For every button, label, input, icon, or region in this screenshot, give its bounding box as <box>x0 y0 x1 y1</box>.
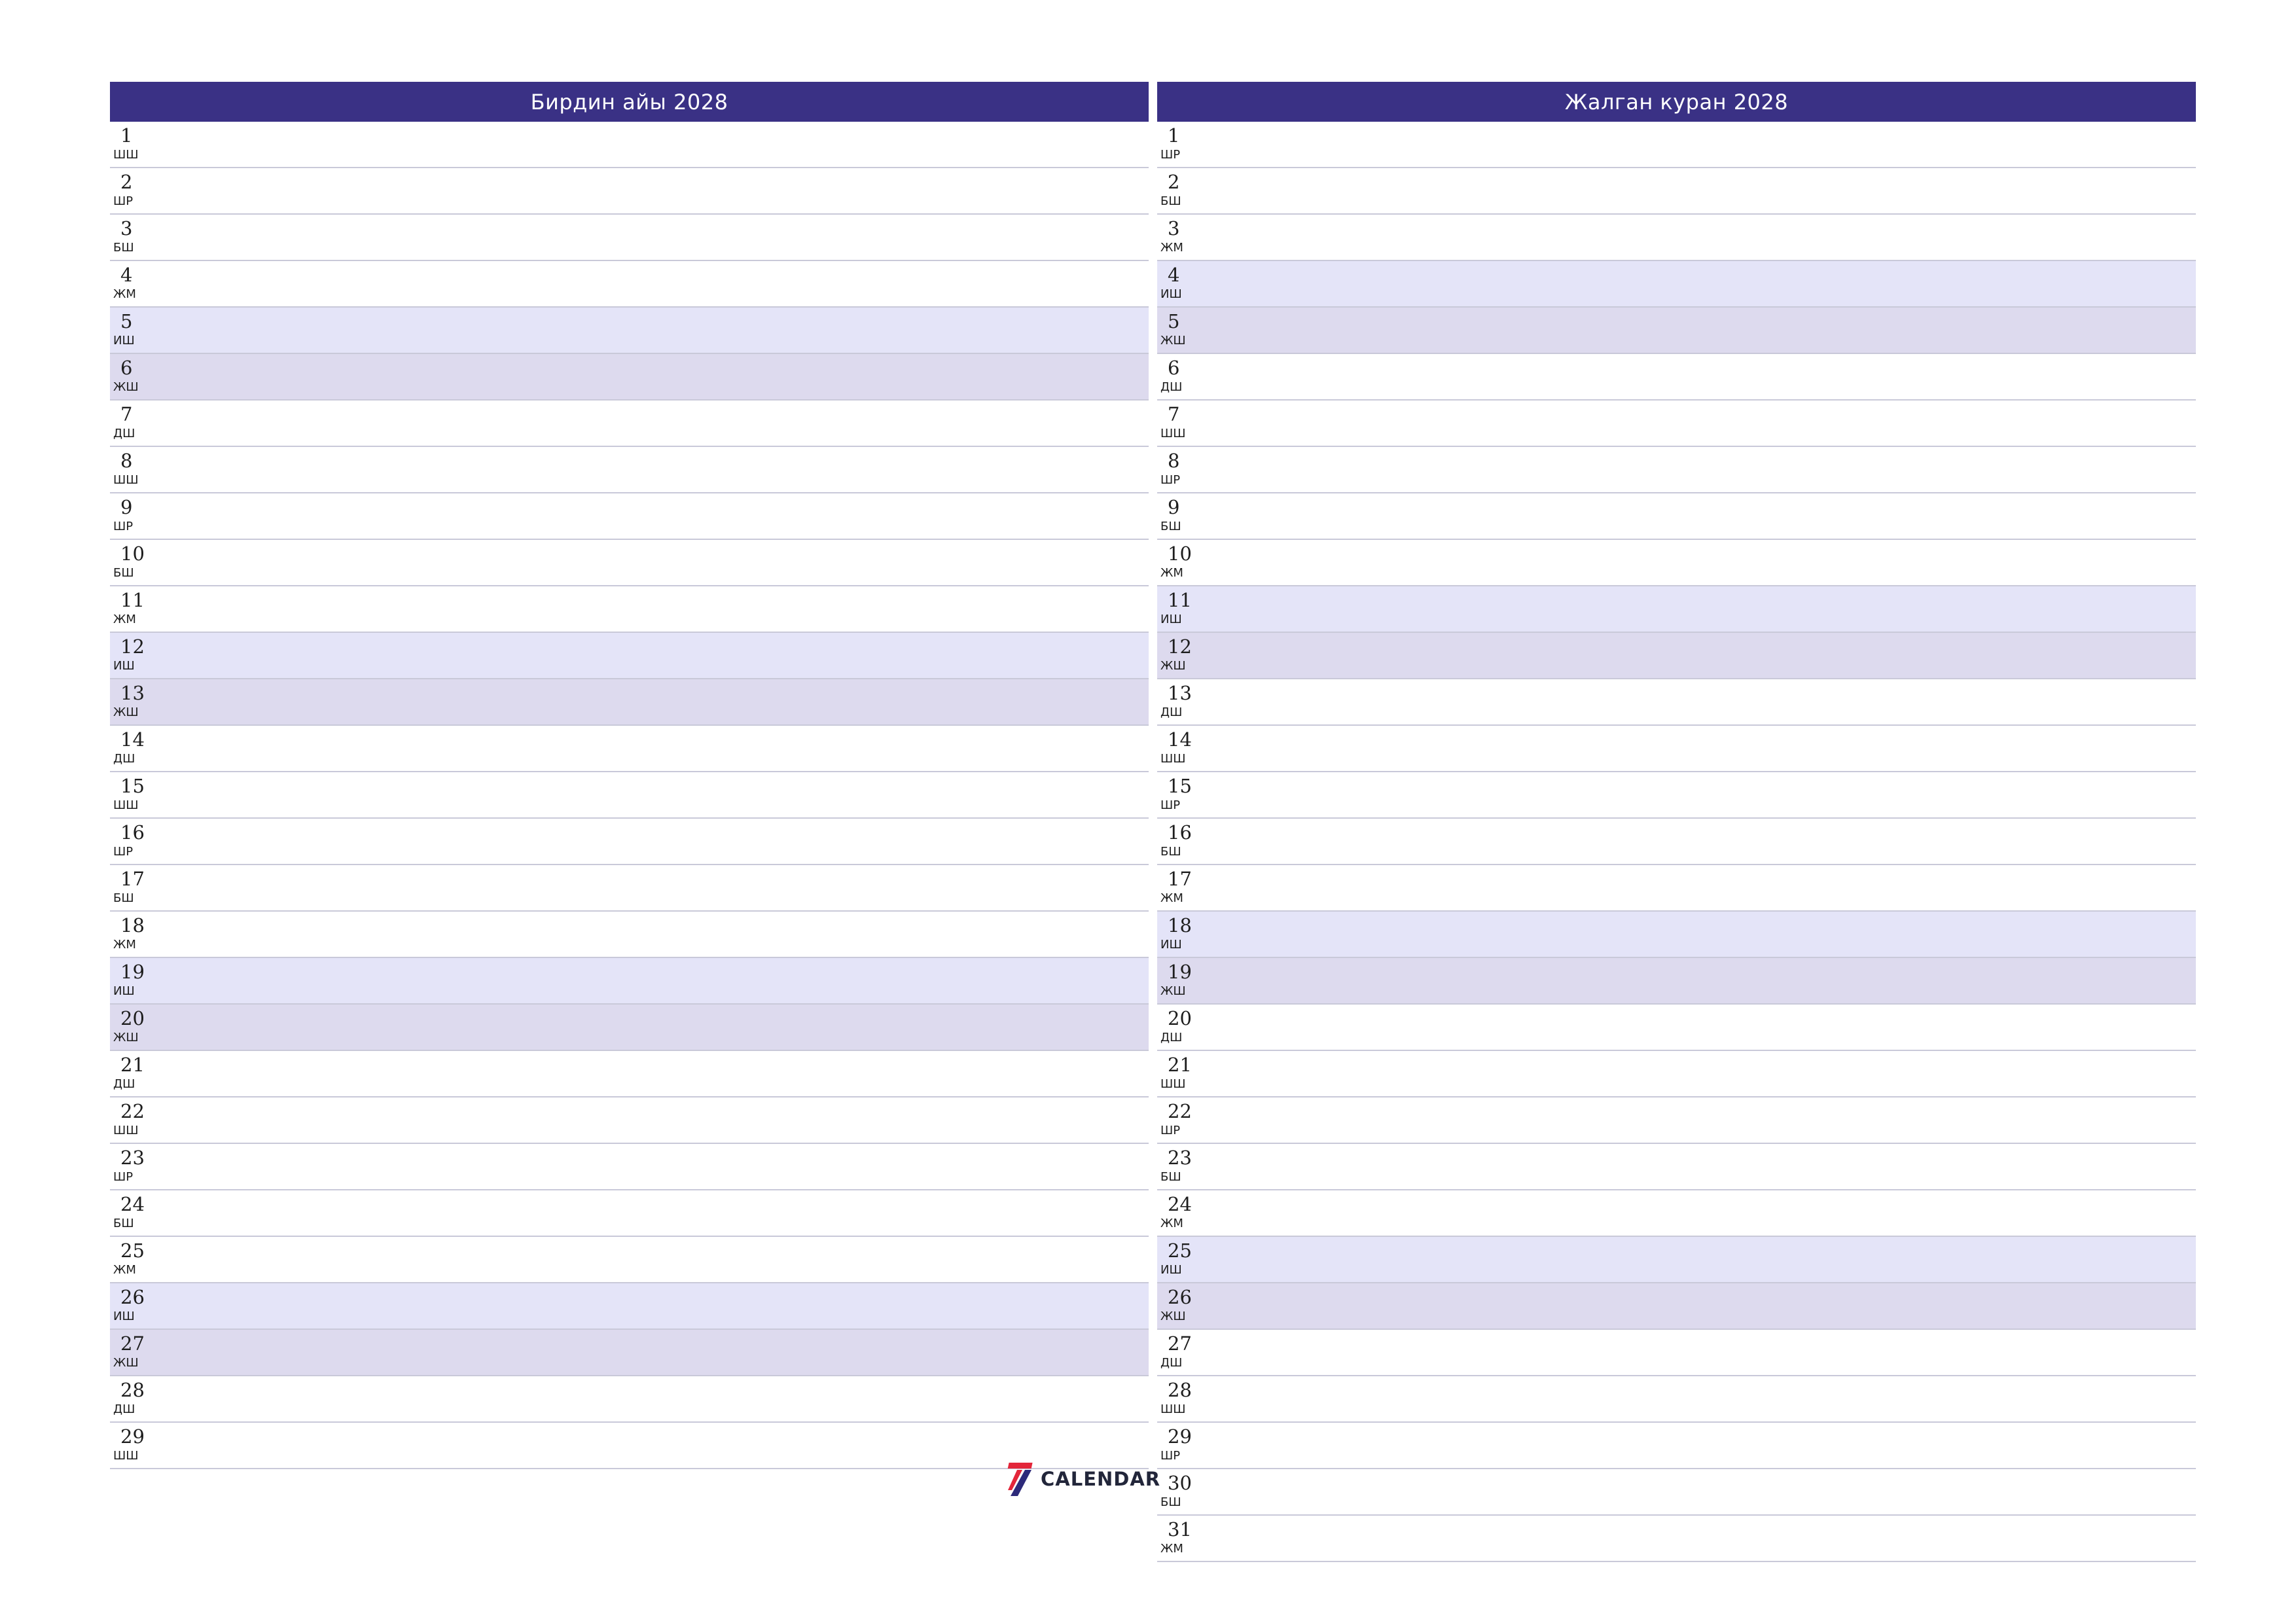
day-number: 3 <box>1168 217 1180 240</box>
weekday-label: ЖМ <box>113 613 136 626</box>
weekday-label: ДШ <box>113 1077 135 1091</box>
day-row <box>1157 1516 2196 1562</box>
day-row <box>1157 1469 2196 1516</box>
day-row <box>1157 633 2196 679</box>
weekday-label: БШ <box>1160 520 1181 533</box>
day-row <box>110 865 1149 912</box>
day-row <box>110 819 1149 865</box>
day-row <box>1157 261 2196 308</box>
day-row <box>1157 215 2196 261</box>
day-row <box>1157 1423 2196 1469</box>
weekday-label: ЖМ <box>113 1263 136 1277</box>
day-row <box>110 1051 1149 1097</box>
weekday-label: ШР <box>1160 473 1181 487</box>
day-row <box>110 1283 1149 1330</box>
weekday-label: ЖШ <box>113 1031 139 1044</box>
day-number: 13 <box>120 682 145 704</box>
weekday-label: ШШ <box>113 148 139 162</box>
day-number: 19 <box>120 961 145 983</box>
day-number: 5 <box>120 310 133 332</box>
weekday-label: ШШ <box>1160 1402 1186 1416</box>
day-row <box>1157 1144 2196 1190</box>
weekday-label: БШ <box>113 1217 134 1230</box>
day-row <box>1157 1376 2196 1423</box>
day-row <box>110 1005 1149 1051</box>
weekday-label: БШ <box>113 566 134 580</box>
day-row <box>1157 1051 2196 1097</box>
day-row <box>1157 168 2196 215</box>
day-number: 31 <box>1168 1518 1192 1541</box>
weekday-label: ШШ <box>113 1124 139 1137</box>
day-number: 16 <box>1168 821 1192 844</box>
day-row <box>110 1190 1149 1237</box>
weekday-label: ЖШ <box>1160 659 1186 673</box>
day-number: 12 <box>120 635 145 658</box>
day-number: 25 <box>120 1240 145 1262</box>
weekday-label: ЖШ <box>113 705 139 719</box>
day-number: 24 <box>120 1193 145 1215</box>
weekday-label: ДШ <box>1160 1356 1183 1370</box>
weekday-label: ИШ <box>1160 613 1182 626</box>
day-row <box>110 1330 1149 1376</box>
day-number: 14 <box>120 728 145 751</box>
weekday-label: ШШ <box>113 798 139 812</box>
month-panel-2 <box>1157 82 2196 1562</box>
weekday-label: ШШ <box>1160 427 1186 440</box>
day-row <box>110 1144 1149 1190</box>
weekday-label: ШР <box>1160 1449 1181 1463</box>
day-number: 9 <box>1168 496 1180 518</box>
weekday-label: ШР <box>113 845 134 859</box>
weekday-label: ЖМ <box>113 938 136 952</box>
day-row <box>110 633 1149 679</box>
day-number: 6 <box>120 357 133 379</box>
day-row <box>1157 726 2196 772</box>
weekday-label: БШ <box>113 241 134 255</box>
day-row <box>110 493 1149 540</box>
day-row <box>110 168 1149 215</box>
day-number: 5 <box>1168 310 1180 332</box>
day-row <box>110 122 1149 168</box>
weekday-label: ШР <box>1160 1124 1181 1137</box>
day-row <box>1157 122 2196 168</box>
weekday-label: ИШ <box>1160 287 1182 301</box>
day-row <box>1157 1190 2196 1237</box>
day-row <box>110 401 1149 447</box>
day-number: 2 <box>120 171 133 193</box>
day-number: 22 <box>120 1100 145 1122</box>
day-row <box>1157 1330 2196 1376</box>
day-row <box>1157 1005 2196 1051</box>
day-number: 17 <box>120 868 145 890</box>
day-row <box>110 215 1149 261</box>
day-number: 7 <box>120 403 133 425</box>
day-number: 10 <box>1168 543 1192 565</box>
day-number: 15 <box>1168 775 1192 797</box>
day-row <box>1157 679 2196 726</box>
day-number: 28 <box>120 1379 145 1401</box>
weekday-label: ЖМ <box>1160 1542 1183 1556</box>
day-list <box>110 122 1149 1469</box>
day-number: 1 <box>1168 124 1180 147</box>
weekday-label: ДШ <box>113 427 135 440</box>
day-row <box>110 308 1149 354</box>
day-number: 12 <box>1168 635 1192 658</box>
day-number: 8 <box>1168 450 1180 472</box>
day-number: 24 <box>1168 1193 1192 1215</box>
weekday-label: ЖМ <box>1160 241 1183 255</box>
weekday-label: ЖШ <box>1160 984 1186 998</box>
weekday-label: ИШ <box>1160 1263 1182 1277</box>
day-number: 29 <box>120 1425 145 1448</box>
weekday-label: ШШ <box>113 1449 139 1463</box>
day-number: 7 <box>1168 403 1180 425</box>
weekday-label: ДШ <box>1160 380 1183 394</box>
weekday-label: ШР <box>1160 798 1181 812</box>
weekday-label: БШ <box>1160 1170 1181 1184</box>
weekday-label: ШР <box>113 1170 134 1184</box>
month-title: Бирдин айы 2028 <box>110 82 1149 122</box>
day-row <box>1157 447 2196 493</box>
day-number: 8 <box>120 450 133 472</box>
day-number: 11 <box>120 589 145 611</box>
day-number: 13 <box>1168 682 1192 704</box>
weekday-label: ШР <box>113 520 134 533</box>
day-number: 1 <box>120 124 133 147</box>
day-row <box>110 958 1149 1005</box>
logo-text: CALENDAR <box>1041 1468 1161 1490</box>
weekday-label: БШ <box>1160 194 1181 208</box>
day-number: 30 <box>1168 1472 1192 1494</box>
weekday-label: ЖШ <box>113 380 139 394</box>
day-row <box>110 261 1149 308</box>
day-number: 26 <box>120 1286 145 1308</box>
day-number: 22 <box>1168 1100 1192 1122</box>
weekday-label: ДШ <box>113 752 135 766</box>
weekday-label: ДШ <box>1160 705 1183 719</box>
weekday-label: БШ <box>113 891 134 905</box>
day-number: 18 <box>120 914 145 936</box>
day-number: 19 <box>1168 961 1192 983</box>
day-row <box>1157 493 2196 540</box>
day-row <box>1157 958 2196 1005</box>
day-number: 29 <box>1168 1425 1192 1448</box>
day-row <box>110 540 1149 586</box>
weekday-label: ШШ <box>1160 752 1186 766</box>
weekday-label: ЖМ <box>113 287 136 301</box>
weekday-label: БШ <box>1160 1495 1181 1509</box>
day-number: 26 <box>1168 1286 1192 1308</box>
seven-logo-icon <box>1005 1461 1034 1497</box>
day-row <box>110 1376 1149 1423</box>
day-number: 17 <box>1168 868 1192 890</box>
day-number: 20 <box>1168 1007 1192 1029</box>
weekday-label: ШР <box>1160 148 1181 162</box>
weekday-label: ДШ <box>1160 1031 1183 1044</box>
day-number: 2 <box>1168 171 1180 193</box>
day-number: 9 <box>120 496 133 518</box>
day-number: 10 <box>120 543 145 565</box>
day-row <box>1157 772 2196 819</box>
month-title: Жалган куран 2028 <box>1157 82 2196 122</box>
day-row <box>1157 865 2196 912</box>
day-number: 15 <box>120 775 145 797</box>
weekday-label: ШШ <box>113 473 139 487</box>
weekday-label: БШ <box>1160 845 1181 859</box>
day-row <box>1157 1237 2196 1283</box>
day-number: 16 <box>120 821 145 844</box>
weekday-label: ИШ <box>113 334 135 348</box>
day-row <box>110 1097 1149 1144</box>
day-number: 3 <box>120 217 133 240</box>
day-number: 27 <box>120 1332 145 1355</box>
weekday-label: ШШ <box>1160 1077 1186 1091</box>
day-row <box>110 586 1149 633</box>
day-row <box>1157 586 2196 633</box>
day-number: 18 <box>1168 914 1192 936</box>
day-row <box>1157 308 2196 354</box>
day-number: 14 <box>1168 728 1192 751</box>
day-row <box>110 726 1149 772</box>
day-row <box>1157 1283 2196 1330</box>
weekday-label: ДШ <box>113 1402 135 1416</box>
weekday-label: ЖМ <box>1160 566 1183 580</box>
weekday-label: ЖШ <box>1160 334 1186 348</box>
day-number: 27 <box>1168 1332 1192 1355</box>
day-number: 4 <box>1168 264 1180 286</box>
weekday-label: ШР <box>113 194 134 208</box>
day-row <box>1157 819 2196 865</box>
day-row <box>110 1423 1149 1469</box>
day-row <box>110 772 1149 819</box>
weekday-label: ИШ <box>113 984 135 998</box>
weekday-label: ИШ <box>1160 938 1182 952</box>
day-row <box>110 912 1149 958</box>
day-row <box>1157 912 2196 958</box>
day-row <box>1157 401 2196 447</box>
day-number: 23 <box>1168 1147 1192 1169</box>
day-number: 6 <box>1168 357 1180 379</box>
month-panel-1 <box>110 82 1149 1469</box>
weekday-label: ЖМ <box>1160 891 1183 905</box>
day-row <box>110 679 1149 726</box>
day-number: 28 <box>1168 1379 1192 1401</box>
weekday-label: ИШ <box>113 1310 135 1323</box>
day-list <box>1157 122 2196 1562</box>
day-number: 25 <box>1168 1240 1192 1262</box>
day-number: 21 <box>1168 1054 1192 1076</box>
weekday-label: ЖШ <box>113 1356 139 1370</box>
day-row <box>1157 354 2196 401</box>
day-row <box>1157 540 2196 586</box>
day-number: 4 <box>120 264 133 286</box>
day-row <box>110 1237 1149 1283</box>
day-number: 20 <box>120 1007 145 1029</box>
day-row <box>110 354 1149 401</box>
day-number: 21 <box>120 1054 145 1076</box>
calendar-logo <box>1005 1461 1160 1497</box>
weekday-label: ЖМ <box>1160 1217 1183 1230</box>
weekday-label: ЖШ <box>1160 1310 1186 1323</box>
weekday-label: ИШ <box>113 659 135 673</box>
day-row <box>110 447 1149 493</box>
day-number: 23 <box>120 1147 145 1169</box>
day-number: 11 <box>1168 589 1192 611</box>
day-row <box>1157 1097 2196 1144</box>
